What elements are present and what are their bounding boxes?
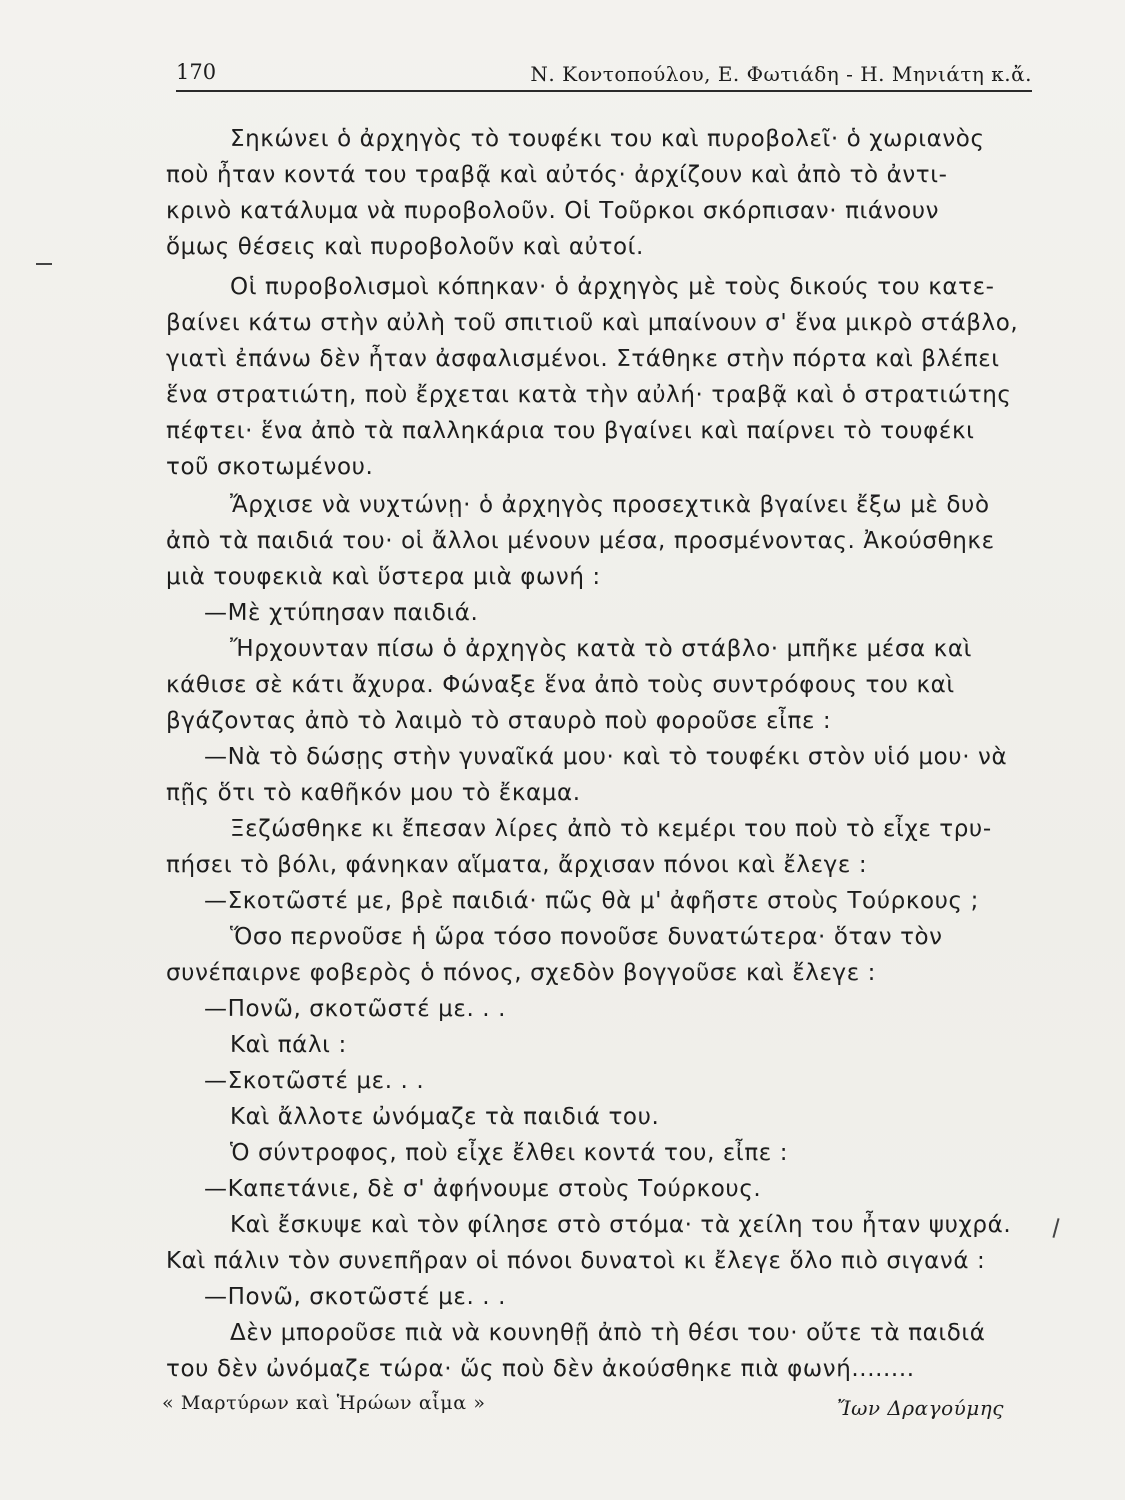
text-line: τοῦ σκοτωμένου. [166,454,374,480]
text-line: Καὶ ἔσκυψε καὶ τὸν φίλησε στὸ στόμα· τὰ χείλη του ἦταν ψυχρά. [230,1212,1012,1238]
text-line: Καὶ ἄλλοτε ὠνόμαζε τὰ παιδιά του. [230,1104,660,1130]
text-line: βγάζοντας ἀπὸ τὸ λαιμὸ τὸ σταυρὸ ποὺ φοροῦσε εἶπε : [166,708,832,734]
source-citation: « Μαρτύρων καὶ Ἡρώων αἷμα » [162,1392,486,1414]
text-line: πέφτει· ἕνα ἀπὸ τὰ παλληκάρια του βγαίνει καὶ παίρνει τὸ τουφέκι [166,418,975,444]
text-line: ἀπὸ τὰ παιδιά του· οἱ ἄλλοι μένουν μέσα, προσμένοντας. Ἀκούσθηκε [166,528,995,554]
page-header [176,54,1032,92]
text-line: —Μὲ χτύπησαν παιδιά. [204,600,479,626]
running-head: Ν. Κοντοπούλου, Ε. Φωτιάδη - Η. Μηνιάτη κ.ἄ. [530,62,1032,86]
text-line: ποὺ ἦταν κοντά του τραβᾷ καὶ αὐτός· ἀρχίζουν καὶ ἀπὸ τὸ ἀντι- [166,162,948,188]
text-line: κάθισε σὲ κάτι ἄχυρα. Φώναξε ἕνα ἀπὸ τοὺς συντρόφους του καὶ [166,672,955,698]
text-line: Καὶ πάλιν τὸν συνεπῆραν οἱ πόνοι δυνατοὶ κι ἔλεγε ὅλο πιὸ σιγανά : [166,1248,986,1274]
text-line: Ὁ σύντροφος, ποὺ εἶχε ἔλθει κοντά του, εἶπε : [230,1140,789,1166]
text-line: Ἄρχισε νὰ νυχτώνῃ· ὁ ἀρχηγὸς προσεχτικὰ βγαίνει ἔξω μὲ δυὸ [230,492,990,518]
margin-mark [1052,1218,1059,1238]
text-line: —Σκοτῶστέ με. . . [204,1068,425,1094]
text-line: —Σκοτῶστέ με, βρὲ παιδιά· πῶς θὰ μ' ἀφῆστε στοὺς Τούρκους ; [204,888,979,914]
text-line: —Νὰ τὸ δώσῃς στὴν γυναῖκά μου· καὶ τὸ τουφέκι στὸν υἱό μου· νὰ [204,744,1008,770]
text-line: Ξεζώσθηκε κι ἔπεσαν λίρες ἀπὸ τὸ κεμέρι του ποὺ τὸ εἶχε τρυ- [230,816,992,842]
text-line: ἕνα στρατιώτη, ποὺ ἔρχεται κατὰ τὴν αὐλή· τραβᾷ καὶ ὁ στρατιώτης [166,382,1012,408]
margin-mark [36,263,52,265]
text-line: Καὶ πάλι : [230,1032,347,1058]
text-line: πῇς ὅτι τὸ καθῆκόν μου τὸ ἔκαμα. [166,780,581,806]
text-line: Ὅσο περνοῦσε ἡ ὥρα τόσο πονοῦσε δυνατώτερα· ὅταν τὸν [230,924,943,950]
text-line: Δὲν μποροῦσε πιὰ νὰ κουνηθῇ ἀπὸ τὴ θέσι του· οὔτε τὰ παιδιά [230,1320,986,1346]
text-line: γιατὶ ἐπάνω δὲν ἦταν ἀσφαλισμένοι. Στάθηκε στὴν πόρτα καὶ βλέπει [166,346,1000,372]
text-line: ὅμως θέσεις καὶ πυροβολοῦν καὶ αὐτοί. [166,234,644,260]
author-name: Ἴων Δραγούμης [837,1396,1004,1420]
text-line: Οἱ πυροβολισμοὶ κόπηκαν· ὁ ἀρχηγὸς μὲ τοὺς δικούς του κατε- [230,274,995,300]
text-line: πήσει τὸ βόλι, φάνηκαν αἵματα, ἄρχισαν πόνοι καὶ ἔλεγε : [166,852,868,878]
text-line: —Καπετάνιε, δὲ σ' ἀφήνουμε στοὺς Τούρκους. [204,1176,762,1202]
text-line: βαίνει κάτω στὴν αὐλὴ τοῦ σπιτιοῦ καὶ μπαίνουν σ' ἕνα μικρὸ στάβλο, [166,310,1019,336]
text-line: —Πονῶ, σκοτῶστέ με. . . [204,1284,506,1310]
text-line: του δὲν ὠνόμαζε τώρα· ὥς ποὺ δὲν ἀκούσθηκε πιὰ φωνή........ [166,1356,915,1382]
text-line: —Πονῶ, σκοτῶστέ με. . . [204,996,506,1022]
text-line: Σηκώνει ὁ ἀρχηγὸς τὸ τουφέκι του καὶ πυροβολεῖ· ὁ χωριανὸς [230,126,985,152]
text-line: μιὰ τουφεκιὰ καὶ ὕστερα μιὰ φωνή : [166,564,601,590]
page-number: 170 [176,60,217,84]
text-line: κρινὸ κατάλυμα νὰ πυροβολοῦν. Οἱ Τοῦρκοι σκόρπισαν· πιάνουν [166,198,940,224]
text-line: Ἤρχουνταν πίσω ὁ ἀρχηγὸς κατὰ τὸ στάβλο· μπῆκε μέσα καὶ [230,636,972,662]
text-line: συνέπαιρνε φοβερὸς ὁ πόνος, σχεδὸν βογγοῦσε καὶ ἔλεγε : [166,960,876,986]
